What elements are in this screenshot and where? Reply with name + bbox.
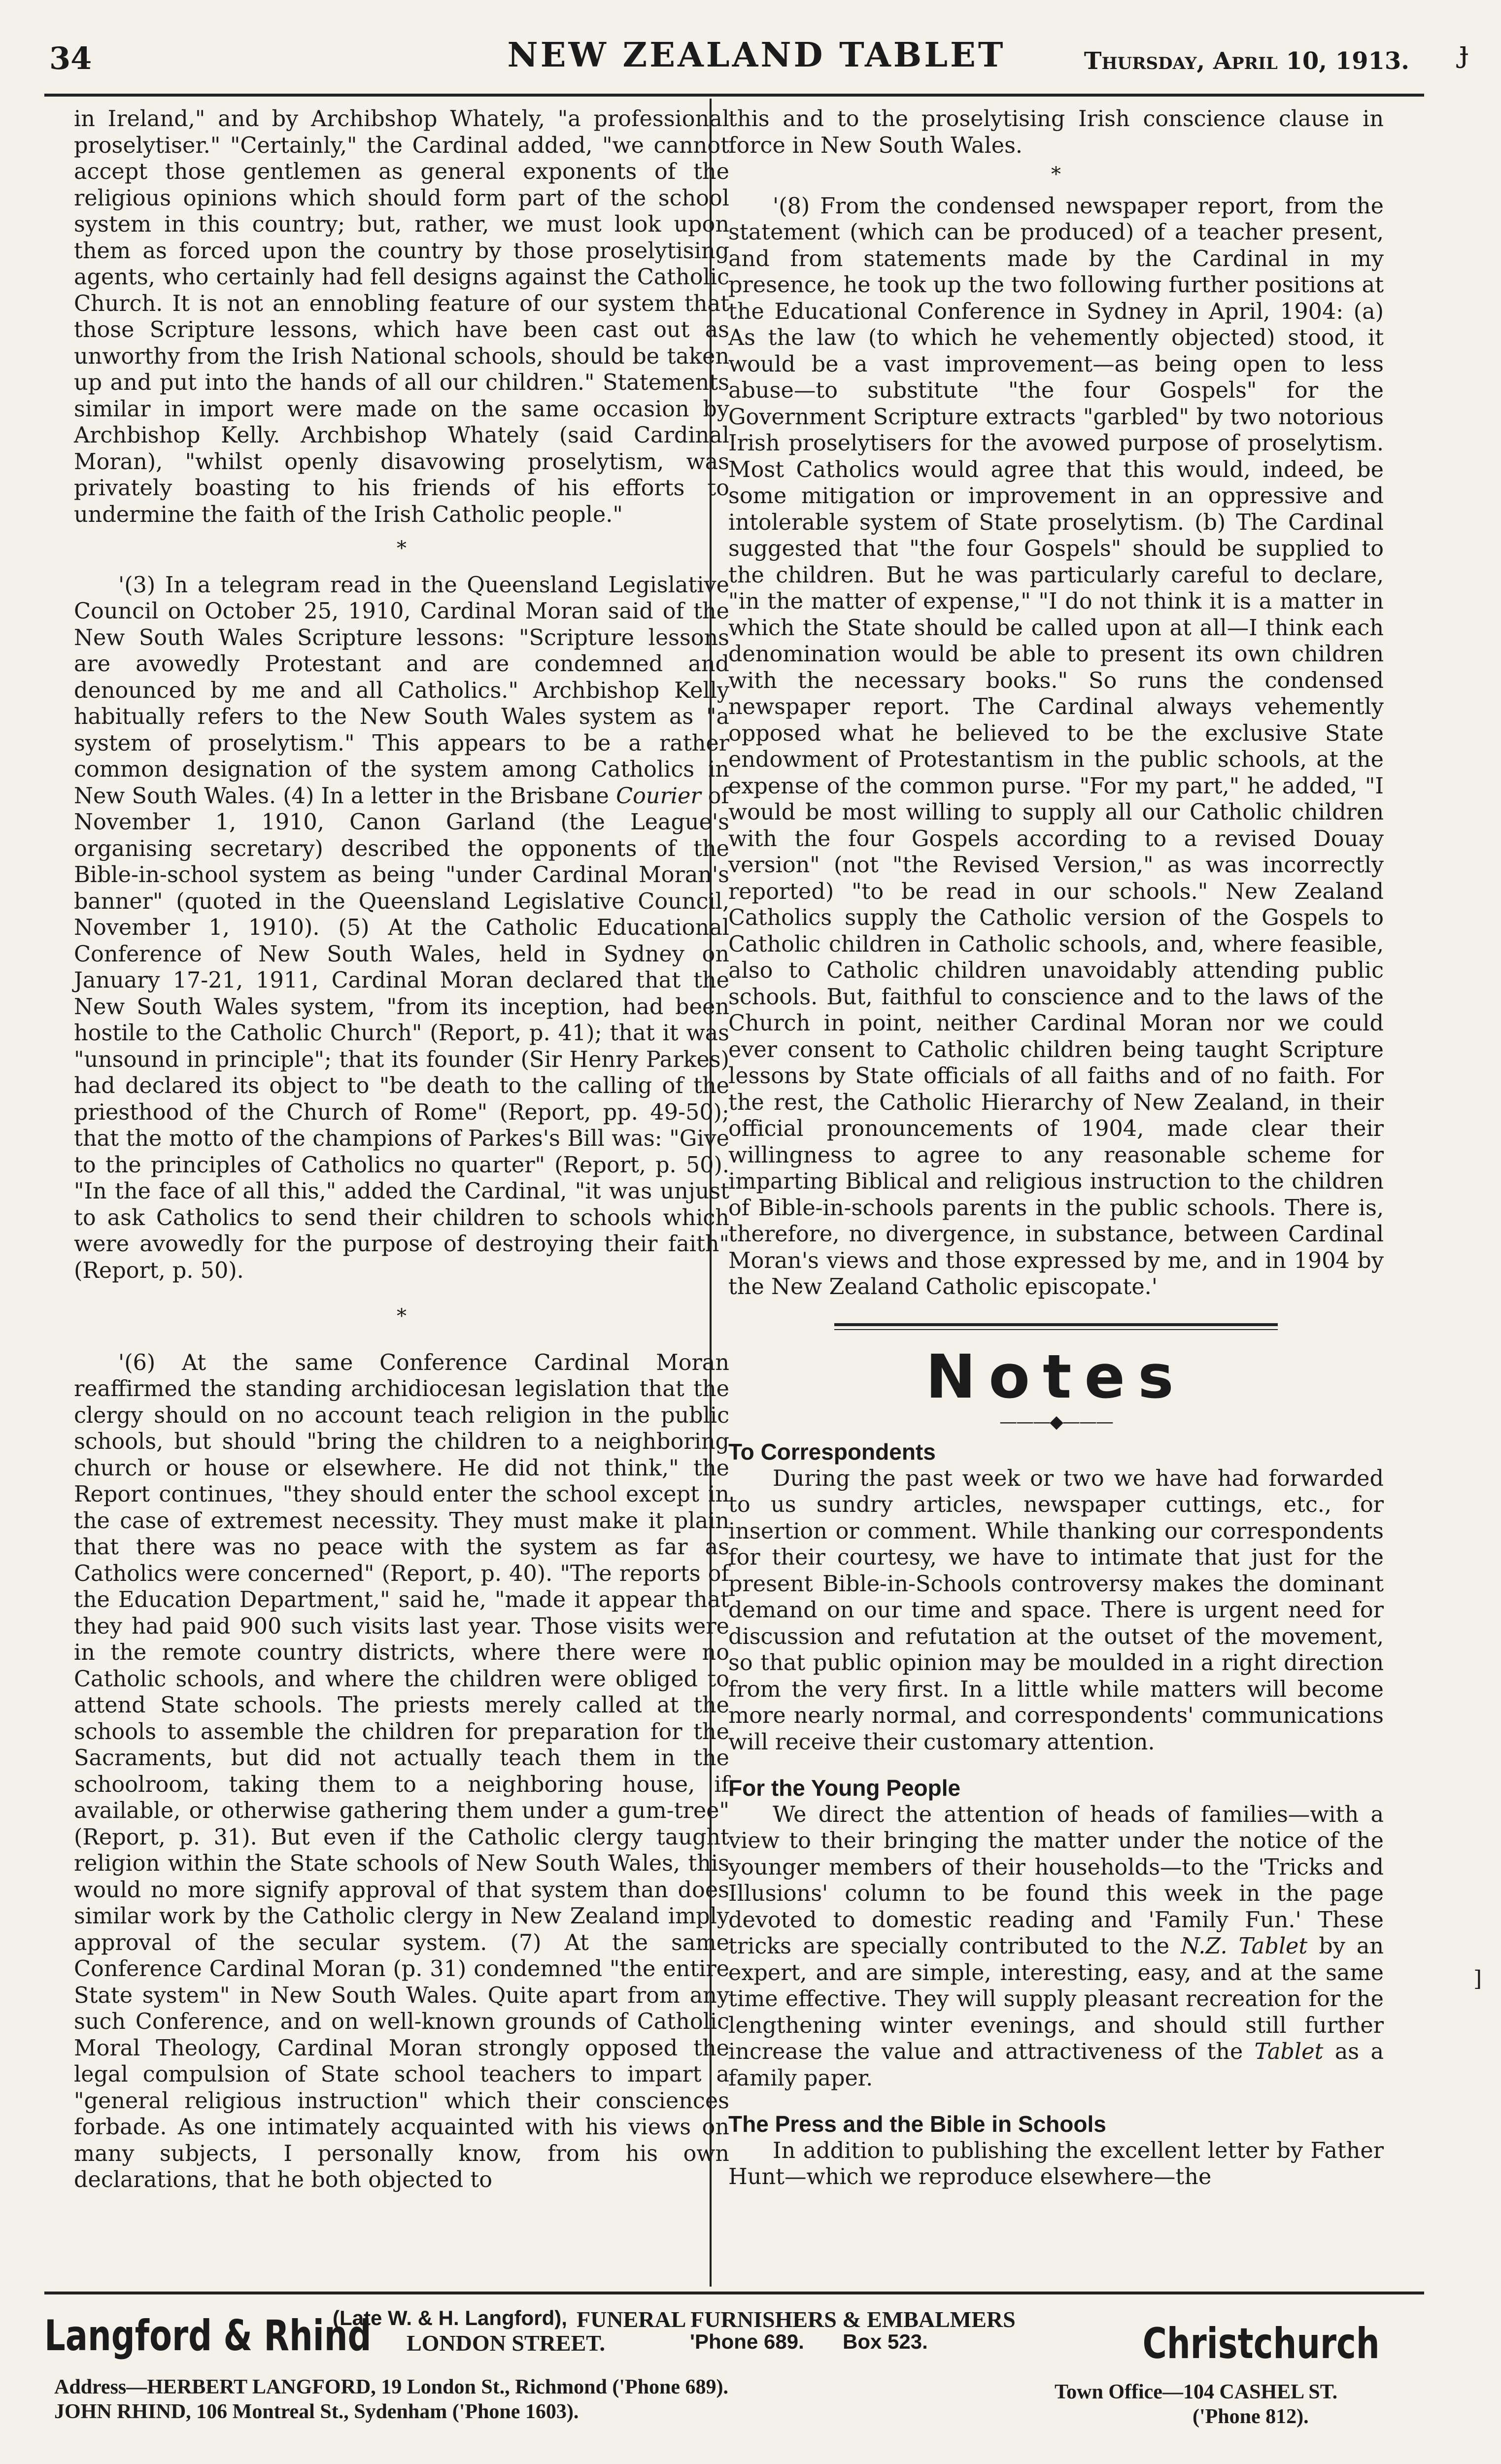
subheading-correspondents: To Correspondents (728, 1439, 936, 1465)
ad-phone: 'Phone 689. (690, 2330, 804, 2353)
footer-rule (44, 2292, 1424, 2294)
header-rule (44, 94, 1424, 97)
paragraph: '(8) From the condensed newspaper report, from the statement (which can be produced) of a teacher present, and from statements made by the Cardinal in my presence, he took up the two following further positions at the Educational Conference in Sydney in April, 1904: (a) As the law (to which he vehemently objected) stood, it would be a vast improvement—as being open to less abuse—to substitute "the four Gospels" for the Government Scripture extracts "garbled" by two notorious Irish proselytisers for the avowed purpose of proselytism. Most Catholics would agree that this would, indeed, be some mitigation or improvement in an oppressive and intolerable system of State proselytism. (b) The Cardinal suggested that "the four Gospels" should be supplied to the children. But he was particularly careful to declare, "in the matter of expense," "I do not think it is a matter in which the State should be called upon at all—I think each denomination would be able to present its own children with the necessary books." So runs the condensed newspaper report. The Cardinal always vehemently opposed what he believed to be the exclusive State endowment of Protestantism in the public schools, at the expense of the common purse. "For my part," he added, "I would be most willing to supply all our Catholic children with the four Gospels according to a revised Douay version" (not "the Revised Version," as was incorrectly reported) "to be read in our schools." New Zealand Catholics supply the Catholic version of the Gospels to Catholic children in Catholic schools, and, where feasible, also to Catholic children unavoidably attending public schools. But, faithful to conscience and to the laws of the Church in point, neither Cardinal Moran nor we could ever consent to Catholic children being taught Scripture lessons by State officials of all faiths and of no faith. For the rest, the Catholic Hierarchy of New Zealand, in their official pronouncements of 1904, made clear their willingness to agree to any reasonable scheme for imparting Biblical and religious instruction to the children of Bible-in-schools parents in the public schools. There is, therefore, no divergence, in substance, between Cardinal Moran's views and those expressed by me, and in 1904 by the New Zealand Catholic episcopate.' (728, 193, 1384, 1300)
ad-former-name: (Late W. & H. Langford), (333, 2306, 567, 2329)
margin-mark: ] (1473, 1966, 1482, 1991)
ad-town-office: Town Office—104 CASHEL ST. (1055, 2381, 1338, 2403)
corner-mark: ɟ (1459, 34, 1468, 69)
notes-heading: Notes (925, 1341, 1187, 1412)
ad-street: LONDON STREET. (407, 2330, 606, 2356)
subheading-press-bible: The Press and the Bible in Schools (728, 2111, 1106, 2137)
subheading-young-people: For the Young People (728, 1775, 961, 1801)
ad-address-1: Address—HERBERT LANGFORD, 19 London St., Richmond ('Phone 689). (54, 2376, 729, 2398)
advertisement (44, 2301, 1434, 2464)
paragraph: '(3) In a telegram read in the Queensland Legislative Council on October 25, 1910, Cardinal Moran said of the New South Wales Scripture lessons: "Scripture lessons are avowedly Protestant and are condemned and denounced by me and all Catholics." Archbishop Kelly habitually refers to the New South Wales system as "a system of proselytism." This appears to be a rather common designation of the system among Catholics in New South Wales. (4) In a letter in the Brisbane Courier of November 1, 1910, Canon Garland (the League's organising secretary) described the opponents of the Bible-in-school system as being "under Cardinal Moran's banner" (quoted in the Queensland Legislative Council, November 1, 1910). (5) At the Catholic Educational Conference of New South Wales, held in Sydney on January 17-21, 1911, Cardinal Moran declared that the New South Wales system, "from its inception, had been hostile to the Catholic Church" (Report, p. 41); that it was "unsound in principle"; that its founder (Sir Henry Parkes) had declared its object to "be death to the calling of the priesthood of the Church of Rome" (Report, pp. 49-50); that the motto of the champions of Parkes's Bill was: "Give to the principles of Catholics no quarter" (Report, p. 50). "In the face of all this," added the Cardinal, "it was unjust to ask Catholics to send their children to schools which were avowedly for the purpose of destroying their faith" (Report, p. 50). (74, 572, 729, 1283)
section-star: * (397, 1305, 407, 1328)
right-column (728, 106, 1384, 2190)
page-number: 34 (49, 40, 92, 76)
ad-town-phone: ('Phone 812). (1193, 2405, 1309, 2428)
paragraph: '(6) At the same Conference Cardinal Moran reaffirmed the standing archidiocesan legislation that the clergy should on no account teach religion in the public schools, but should "bring the children to a neighboring church or house or elsewhere. He did not think," the Report continues, "they should enter the school except in the case of extremest necessity. They must make it plain that there was no peace with the system as far as Catholics were concerned" (Report, p. 40). "The reports of the Education Department," said he, "made it appear that they had paid 900 such visits last year. Those visits were in the remote country districts, where there were no Catholic schools, and where the children were obliged to attend State schools. The priests merely called at the schools to assemble the children for preparation for the Sacraments, but did not actually teach them in the schoolroom, taking them to a neighboring house, if available, or otherwise gathering them under a gum-tree" (Report, p. 31). But even if the Catholic clergy taught religion within the State schools of New South Wales, this would no more signify approval of that system than does similar work by the Catholic clergy in New Zealand imply approval of the secular system. (7) At the same Conference Cardinal Moran (p. 31) condemned "the entire State system" in New South Wales. Quite apart from any such Conference, and on well-known grounds of Catholic Moral Theology, Cardinal Moran strongly opposed the legal compulsion of State school teachers to impart a "general religious instruction" which their consciences forbade. As one intimately acquainted with his views on many subjects, I personally know, from his own declarations, that he both objected to (74, 1350, 729, 2192)
ad-firm-name: Langford & Rhind (44, 2311, 372, 2361)
paragraph: In addition to publishing the excellent letter by Father Hunt—which we reproduce elsewhere—the (728, 2138, 1384, 2190)
newspaper-title: NEW ZEALAND TABLET (507, 35, 1006, 75)
ad-address-2: JOHN RHIND, 106 Montreal St., Sydenham ('Phone 1603). (54, 2400, 579, 2423)
ad-trade: FUNERAL FURNISHERS & EMBALMERS (577, 2307, 1016, 2332)
page-header (44, 31, 1468, 90)
paragraph: During the past week or two we have had forwarded to us sundry articles, newspaper cuttings, etc., for insertion or comment. While thanking our correspondents for their courtesy, we have to intimate that just for the present Bible-in-Schools controversy makes the dominant demand on our time and space. There is urgent need for discussion and refutation at the outset of the movement, so that public opinion may be moulded in a right direction from the very first. In a little while matters will become more nearly normal, and correspondents' communications will receive their customary attention. (728, 1466, 1384, 1755)
paragraph: this and to the proselytising Irish conscience clause in force in New South Wales. (728, 106, 1384, 158)
section-star: * (397, 537, 407, 560)
notes-rule (834, 1323, 1278, 1330)
nz-tablet-title: N.Z. Tablet (1181, 1934, 1308, 1959)
tablet-title: Tablet (1254, 2039, 1324, 2064)
courier-title: Courier (615, 783, 701, 809)
left-column (74, 106, 729, 2193)
paragraph: We direct the attention of heads of families—with a view to their bringing the matter under the notice of the younger members of their households—to the 'Tricks and Illusions' column to be found this week in the page devoted to domestic reading and 'Family Fun.' These tricks are specially contributed to the N.Z. Tablet by an expert, and are simple, interesting, easy, and at the same time effective. They will supply pleasant recreation for the lengthening winter evenings, and should still further increase the value and attractiveness of the Tablet as a family paper. (728, 1802, 1384, 2091)
ad-city: Christchurch (1143, 2319, 1380, 2368)
section-star: * (1051, 163, 1061, 186)
paragraph: in Ireland," and by Archibshop Whately, "a professional proselytiser." "Certainly," the Cardinal added, "we cannot accept those gentlemen as general exponents of the religious opinions which should form part of the school system in this country; but, rather, we must look upon them as forced upon the country by those proselytising agents, who certainly had fell designs against the Catholic Church. It is not an ennobling feature of our system that those Scripture lessons, which have been cast out as unworthy from the Irish National schools, should be taken up and put into the hands of all our children." Statements similar in import were made on the same occasion by Archbishop Kelly. Archbishop Whately (said Cardinal Moran), "whilst openly disavowing proselytism, was privately boasting to his friends of his efforts to undermine the faith of the Irish Catholic people." (74, 106, 729, 527)
issue-date: Thursday, April 10, 1913. (1084, 47, 1409, 75)
notes-ornament: ———◆——— (999, 1411, 1113, 1432)
ad-box: Box 523. (843, 2330, 928, 2353)
